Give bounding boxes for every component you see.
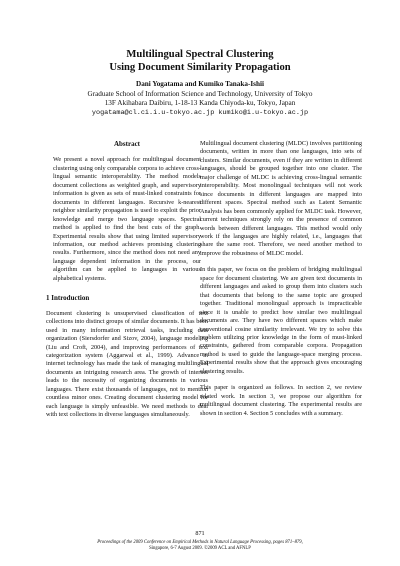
right-column bbox=[200, 140, 362, 418]
right-paragraph-1: Multilingual document clustering (MLDC) involves partitioning documents, written in more than one languages, into sets of clusters. Similar documents, even if they are written in different languages, should be grouped together into one cluster. The major challenge of MLDC is achieving cross-lingual semantic interoperability. Most monolingual techniques will not work since documents in different languages are mapped into different spaces. Spectral method such as Latent Semantic Analysis has been commonly applied for MLDC task. However, current techniques strongly rely on the presence of common words between different languages. This method would only work if the languages are highly related, i.e., languages that share the same root. Therefore, we need another method to improve the robustness of MLDC model. bbox=[200, 140, 362, 257]
left-column bbox=[46, 140, 208, 420]
section-heading-introduction: 1 Introduction bbox=[46, 294, 90, 303]
title-line-2: Using Document Similarity Propagation bbox=[109, 61, 291, 73]
abstract-text: We present a novel approach for multilingual document clustering using only comparable corpora to achieve cross-lingual semantic interoperability. The method models document collections as weighted graph, and supervisory information is given as sets of must-linked constraints for documents in different languages. Recursive k-nearest neighbor similarity propagation is used to exploit the prior knowledge and merge two language spaces. Spectral method is applied to find the best cuts of the graph. Experimental results show that using limited supervisory information, our method achieves promising clustering results. Furthermore, since the method does not need any language dependent information in the process, our algorithm can be applied to languages in various alphabetical systems. bbox=[53, 156, 201, 282]
right-paragraph-2: In this paper, we focus on the problem of bridging multilingual space for document clustering. We are given text documents in different languages and asked to group them into clusters such that documents that belong to the same topic are grouped together. Traditional monolingual approach is impracticable since it is unable to predict how similar two multilingual documents are. They have two different spaces which make conventional cosine similarity irrelevant. We try to solve this problem utilizing prior knowledge in the form of must-linked constraints, gathered from comparable corpora. Propagation method is used to guide the language-space merging process. Experimental results show that the approach gives encouraging clustering results. bbox=[200, 266, 362, 375]
right-paragraph-3: This paper is organized as follows. In section 2, we review related work. In section 3, we propose our algorithm for multilingual document clustering. The experimental results are shown in section 4. Section 5 concludes with a summary. bbox=[200, 384, 362, 417]
page-number: 871 bbox=[195, 530, 205, 537]
address: 13F Akihabara Daibiru, 1-18-13 Kanda Chiyoda-ku, Tokyo, Japan bbox=[104, 99, 296, 108]
paper-title bbox=[40, 49, 360, 74]
emails: yogatama@cl.ci.i.u-tokyo.ac.jp kumiko@i.u-tokyo.ac.jp bbox=[91, 108, 309, 117]
proceedings-line-1: Proceedings of the 2009 Conference on Empirical Methods in Natural Language Processing, pages 871–879, bbox=[97, 540, 303, 545]
proceedings-line-2: Singapore, 6-7 August 2009. ©2009 ACL and AFNLP bbox=[149, 546, 251, 551]
intro-paragraph-1: Document clustering is unsupervised classification of text collections into distinct groups of similar documents. It has been used in many information retrieval tasks, including data organization (Siersdorfer and Sizov, 2004), language modeling (Liu and Croft, 2004), and improving performances of text categorization system (Aggarwal et al., 1999). Advance in internet technology has made the task of managing multilingual documents an intriguing research area. The growth of internet leads to the necessity of organizing documents in various languages. There exist thousands of languages, not to mention countless minor ones. Creating document clustering model for each language is simply unfeasible. We need methods to deal with text collections in diverse languages simultaneously. bbox=[46, 309, 208, 419]
title-line-1: Multilingual Spectral Clustering bbox=[126, 49, 274, 60]
author-names: Dani Yogatama and Kumiko Tanaka-Ishii bbox=[136, 80, 264, 88]
author-block bbox=[40, 80, 360, 118]
proceedings-footer bbox=[30, 540, 370, 552]
abstract-heading: Abstract bbox=[113, 140, 141, 148]
affiliation: Graduate School of Information Science and Technology, University of Tokyo bbox=[87, 89, 313, 98]
